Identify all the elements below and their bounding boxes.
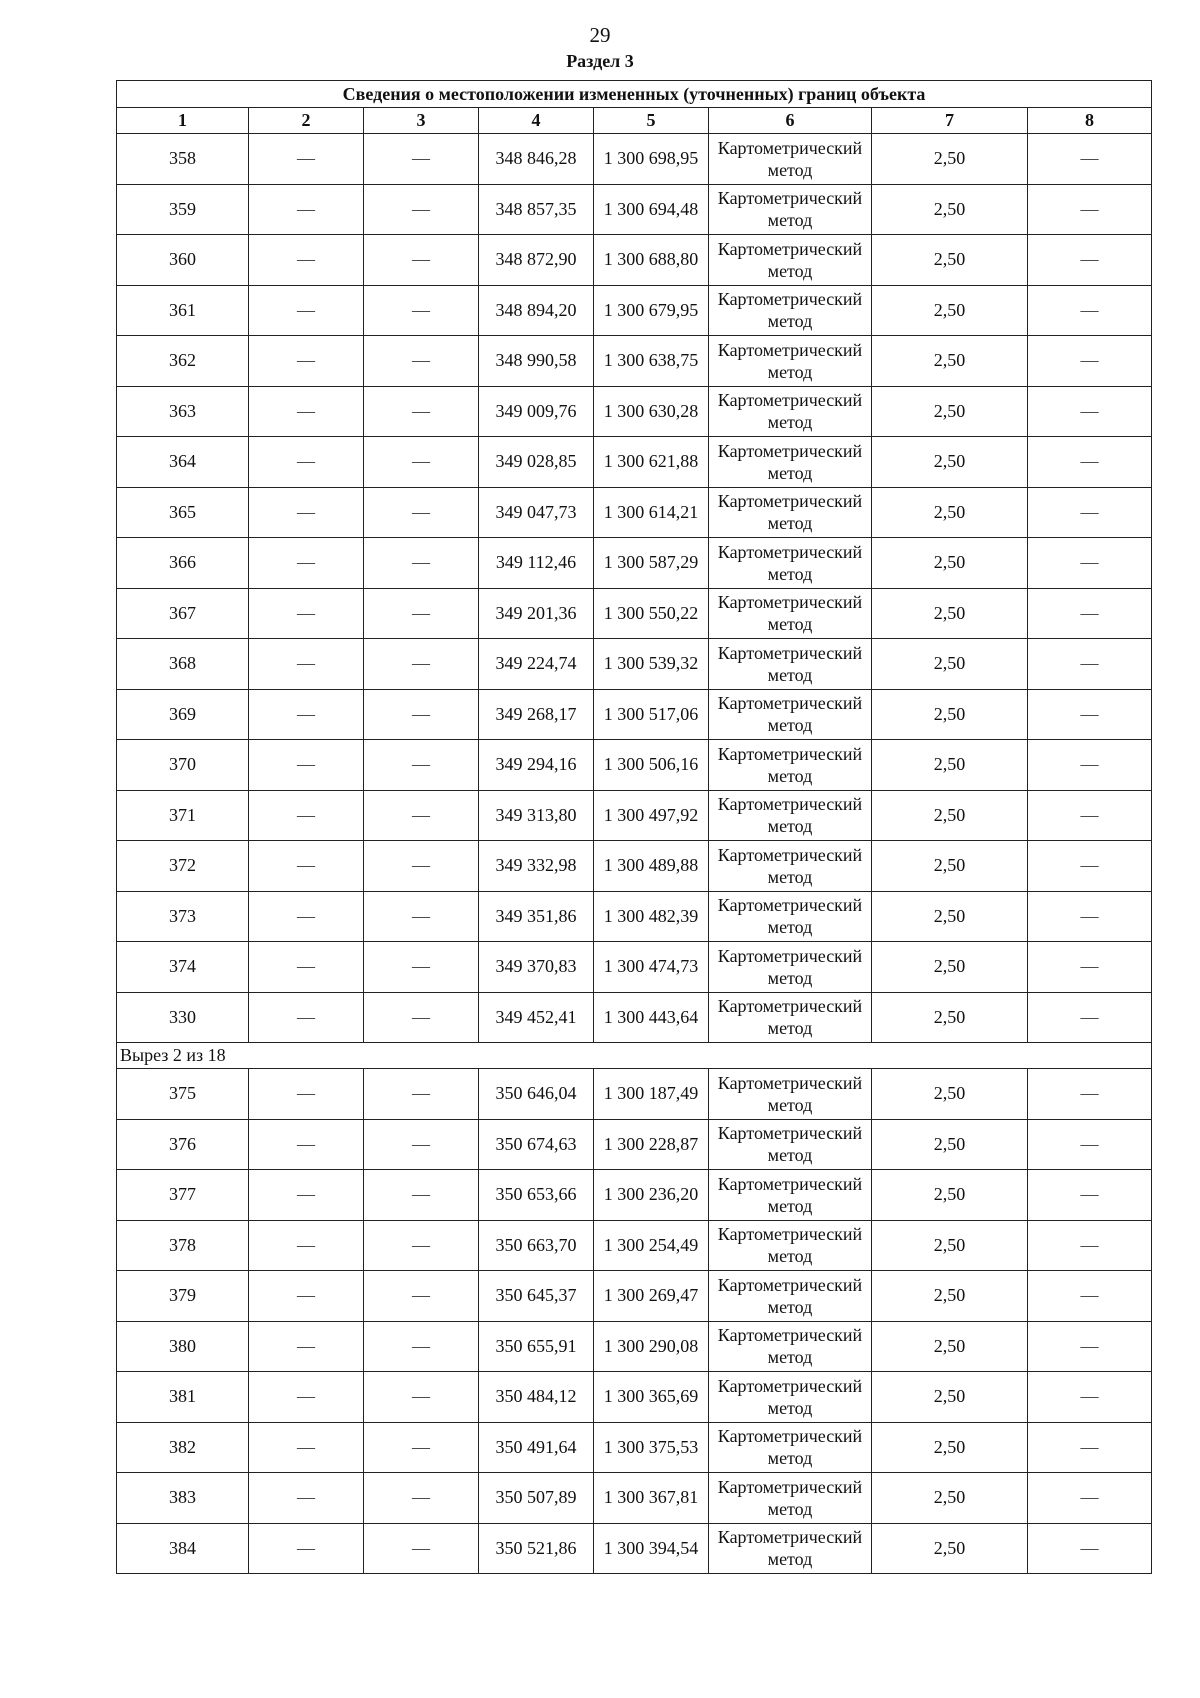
col-8-cell: — bbox=[1028, 437, 1152, 488]
accuracy-cell: 2,50 bbox=[872, 1271, 1028, 1322]
accuracy-cell: 2,50 bbox=[872, 1220, 1028, 1271]
table-row bbox=[117, 1220, 1152, 1271]
point-number: 376 bbox=[117, 1119, 249, 1170]
col-3-cell: — bbox=[364, 942, 479, 993]
accuracy-cell: 2,50 bbox=[872, 1422, 1028, 1473]
y-coordinate: 1 300 621,88 bbox=[594, 437, 709, 488]
x-coordinate: 350 491,64 bbox=[479, 1422, 594, 1473]
accuracy-cell: 2,50 bbox=[872, 235, 1028, 286]
method-cell: Картометрический метод bbox=[709, 1422, 872, 1473]
point-number: 361 bbox=[117, 285, 249, 336]
col-3-cell: — bbox=[364, 1523, 479, 1574]
point-number: 375 bbox=[117, 1069, 249, 1120]
method-cell: Картометрический метод bbox=[709, 790, 872, 841]
col-2-cell: — bbox=[249, 588, 364, 639]
accuracy-cell: 2,50 bbox=[872, 841, 1028, 892]
point-number: 373 bbox=[117, 891, 249, 942]
table-row bbox=[117, 1372, 1152, 1423]
point-number: 330 bbox=[117, 992, 249, 1043]
column-number: 6 bbox=[709, 108, 872, 134]
method-cell: Картометрический метод bbox=[709, 487, 872, 538]
x-coordinate: 349 268,17 bbox=[479, 689, 594, 740]
col-2-cell: — bbox=[249, 437, 364, 488]
table-row bbox=[117, 942, 1152, 993]
col-3-cell: — bbox=[364, 689, 479, 740]
y-coordinate: 1 300 367,81 bbox=[594, 1473, 709, 1524]
col-3-cell: — bbox=[364, 538, 479, 589]
x-coordinate: 349 112,46 bbox=[479, 538, 594, 589]
point-number: 379 bbox=[117, 1271, 249, 1322]
col-3-cell: — bbox=[364, 740, 479, 791]
accuracy-cell: 2,50 bbox=[872, 639, 1028, 690]
y-coordinate: 1 300 254,49 bbox=[594, 1220, 709, 1271]
table-body-group-2 bbox=[117, 1069, 1152, 1574]
table-row bbox=[117, 1473, 1152, 1524]
table-row bbox=[117, 1271, 1152, 1322]
method-cell: Картометрический метод bbox=[709, 1321, 872, 1372]
column-number: 7 bbox=[872, 108, 1028, 134]
table-row bbox=[117, 184, 1152, 235]
method-cell: Картометрический метод bbox=[709, 1372, 872, 1423]
method-cell: Картометрический метод bbox=[709, 235, 872, 286]
col-8-cell: — bbox=[1028, 1119, 1152, 1170]
col-3-cell: — bbox=[364, 487, 479, 538]
col-3-cell: — bbox=[364, 386, 479, 437]
col-2-cell: — bbox=[249, 992, 364, 1043]
col-3-cell: — bbox=[364, 1069, 479, 1120]
col-8-cell: — bbox=[1028, 1523, 1152, 1574]
y-coordinate: 1 300 497,92 bbox=[594, 790, 709, 841]
point-number: 365 bbox=[117, 487, 249, 538]
y-coordinate: 1 300 679,95 bbox=[594, 285, 709, 336]
col-8-cell: — bbox=[1028, 841, 1152, 892]
col-2-cell: — bbox=[249, 1271, 364, 1322]
col-8-cell: — bbox=[1028, 992, 1152, 1043]
method-cell: Картометрический метод bbox=[709, 285, 872, 336]
col-2-cell: — bbox=[249, 1069, 364, 1120]
x-coordinate: 349 313,80 bbox=[479, 790, 594, 841]
method-cell: Картометрический метод bbox=[709, 992, 872, 1043]
accuracy-cell: 2,50 bbox=[872, 891, 1028, 942]
method-cell: Картометрический метод bbox=[709, 1220, 872, 1271]
y-coordinate: 1 300 365,69 bbox=[594, 1372, 709, 1423]
col-3-cell: — bbox=[364, 1170, 479, 1221]
accuracy-cell: 2,50 bbox=[872, 1473, 1028, 1524]
col-8-cell: — bbox=[1028, 790, 1152, 841]
column-number: 5 bbox=[594, 108, 709, 134]
point-number: 370 bbox=[117, 740, 249, 791]
col-3-cell: — bbox=[364, 437, 479, 488]
column-number-row bbox=[117, 108, 1152, 134]
table-caption-row bbox=[117, 81, 1152, 108]
accuracy-cell: 2,50 bbox=[872, 588, 1028, 639]
col-3-cell: — bbox=[364, 1321, 479, 1372]
y-coordinate: 1 300 443,64 bbox=[594, 992, 709, 1043]
method-cell: Картометрический метод bbox=[709, 386, 872, 437]
x-coordinate: 349 009,76 bbox=[479, 386, 594, 437]
col-8-cell: — bbox=[1028, 740, 1152, 791]
table-row bbox=[117, 235, 1152, 286]
table-row bbox=[117, 992, 1152, 1043]
col-3-cell: — bbox=[364, 336, 479, 387]
col-3-cell: — bbox=[364, 1473, 479, 1524]
method-cell: Картометрический метод bbox=[709, 437, 872, 488]
column-number: 3 bbox=[364, 108, 479, 134]
y-coordinate: 1 300 517,06 bbox=[594, 689, 709, 740]
table-row bbox=[117, 285, 1152, 336]
col-2-cell: — bbox=[249, 689, 364, 740]
y-coordinate: 1 300 236,20 bbox=[594, 1170, 709, 1221]
accuracy-cell: 2,50 bbox=[872, 1321, 1028, 1372]
col-3-cell: — bbox=[364, 639, 479, 690]
col-3-cell: — bbox=[364, 1372, 479, 1423]
table-row bbox=[117, 740, 1152, 791]
col-2-cell: — bbox=[249, 1372, 364, 1423]
method-cell: Картометрический метод bbox=[709, 1271, 872, 1322]
col-8-cell: — bbox=[1028, 891, 1152, 942]
col-2-cell: — bbox=[249, 134, 364, 185]
point-number: 360 bbox=[117, 235, 249, 286]
col-2-cell: — bbox=[249, 184, 364, 235]
table-row bbox=[117, 790, 1152, 841]
x-coordinate: 350 484,12 bbox=[479, 1372, 594, 1423]
y-coordinate: 1 300 638,75 bbox=[594, 336, 709, 387]
table-row bbox=[117, 841, 1152, 892]
method-cell: Картометрический метод bbox=[709, 336, 872, 387]
col-3-cell: — bbox=[364, 235, 479, 286]
col-3-cell: — bbox=[364, 184, 479, 235]
x-coordinate: 348 894,20 bbox=[479, 285, 594, 336]
col-8-cell: — bbox=[1028, 1069, 1152, 1120]
col-8-cell: — bbox=[1028, 639, 1152, 690]
table-row bbox=[117, 639, 1152, 690]
col-2-cell: — bbox=[249, 285, 364, 336]
boundary-coordinates-table bbox=[116, 80, 1152, 1574]
x-coordinate: 350 646,04 bbox=[479, 1069, 594, 1120]
y-coordinate: 1 300 290,08 bbox=[594, 1321, 709, 1372]
point-number: 374 bbox=[117, 942, 249, 993]
point-number: 363 bbox=[117, 386, 249, 437]
col-2-cell: — bbox=[249, 235, 364, 286]
table-row bbox=[117, 386, 1152, 437]
x-coordinate: 350 645,37 bbox=[479, 1271, 594, 1322]
col-3-cell: — bbox=[364, 285, 479, 336]
table-row bbox=[117, 1069, 1152, 1120]
point-number: 367 bbox=[117, 588, 249, 639]
col-8-cell: — bbox=[1028, 689, 1152, 740]
col-2-cell: — bbox=[249, 1321, 364, 1372]
col-8-cell: — bbox=[1028, 588, 1152, 639]
accuracy-cell: 2,50 bbox=[872, 790, 1028, 841]
method-cell: Картометрический метод bbox=[709, 1119, 872, 1170]
point-number: 366 bbox=[117, 538, 249, 589]
y-coordinate: 1 300 489,88 bbox=[594, 841, 709, 892]
y-coordinate: 1 300 614,21 bbox=[594, 487, 709, 538]
method-cell: Картометрический метод bbox=[709, 942, 872, 993]
col-2-cell: — bbox=[249, 386, 364, 437]
y-coordinate: 1 300 550,22 bbox=[594, 588, 709, 639]
col-8-cell: — bbox=[1028, 235, 1152, 286]
x-coordinate: 349 028,85 bbox=[479, 437, 594, 488]
table-body-group-1 bbox=[117, 134, 1152, 1043]
x-coordinate: 348 857,35 bbox=[479, 184, 594, 235]
column-number: 4 bbox=[479, 108, 594, 134]
col-2-cell: — bbox=[249, 841, 364, 892]
table-row bbox=[117, 1422, 1152, 1473]
point-number: 384 bbox=[117, 1523, 249, 1574]
accuracy-cell: 2,50 bbox=[872, 1523, 1028, 1574]
method-cell: Картометрический метод bbox=[709, 639, 872, 690]
method-cell: Картометрический метод bbox=[709, 1069, 872, 1120]
column-number: 1 bbox=[117, 108, 249, 134]
table-row bbox=[117, 134, 1152, 185]
accuracy-cell: 2,50 bbox=[872, 386, 1028, 437]
y-coordinate: 1 300 698,95 bbox=[594, 134, 709, 185]
section-note-row bbox=[117, 1043, 1152, 1069]
x-coordinate: 350 663,70 bbox=[479, 1220, 594, 1271]
accuracy-cell: 2,50 bbox=[872, 689, 1028, 740]
y-coordinate: 1 300 187,49 bbox=[594, 1069, 709, 1120]
x-coordinate: 349 294,16 bbox=[479, 740, 594, 791]
x-coordinate: 350 521,86 bbox=[479, 1523, 594, 1574]
y-coordinate: 1 300 694,48 bbox=[594, 184, 709, 235]
col-8-cell: — bbox=[1028, 1473, 1152, 1524]
col-2-cell: — bbox=[249, 1220, 364, 1271]
col-8-cell: — bbox=[1028, 134, 1152, 185]
col-3-cell: — bbox=[364, 1119, 479, 1170]
accuracy-cell: 2,50 bbox=[872, 740, 1028, 791]
table-row bbox=[117, 487, 1152, 538]
col-3-cell: — bbox=[364, 992, 479, 1043]
table-row bbox=[117, 689, 1152, 740]
accuracy-cell: 2,50 bbox=[872, 437, 1028, 488]
y-coordinate: 1 300 269,47 bbox=[594, 1271, 709, 1322]
accuracy-cell: 2,50 bbox=[872, 336, 1028, 387]
method-cell: Картометрический метод bbox=[709, 841, 872, 892]
point-number: 372 bbox=[117, 841, 249, 892]
col-8-cell: — bbox=[1028, 487, 1152, 538]
point-number: 381 bbox=[117, 1372, 249, 1423]
x-coordinate: 348 846,28 bbox=[479, 134, 594, 185]
col-8-cell: — bbox=[1028, 336, 1152, 387]
point-number: 362 bbox=[117, 336, 249, 387]
point-number: 359 bbox=[117, 184, 249, 235]
y-coordinate: 1 300 482,39 bbox=[594, 891, 709, 942]
y-coordinate: 1 300 630,28 bbox=[594, 386, 709, 437]
point-number: 378 bbox=[117, 1220, 249, 1271]
point-number: 358 bbox=[117, 134, 249, 185]
col-2-cell: — bbox=[249, 790, 364, 841]
point-number: 382 bbox=[117, 1422, 249, 1473]
method-cell: Картометрический метод bbox=[709, 689, 872, 740]
y-coordinate: 1 300 539,32 bbox=[594, 639, 709, 690]
col-3-cell: — bbox=[364, 1422, 479, 1473]
y-coordinate: 1 300 375,53 bbox=[594, 1422, 709, 1473]
method-cell: Картометрический метод bbox=[709, 538, 872, 589]
accuracy-cell: 2,50 bbox=[872, 992, 1028, 1043]
point-number: 380 bbox=[117, 1321, 249, 1372]
table-row bbox=[117, 891, 1152, 942]
x-coordinate: 350 653,66 bbox=[479, 1170, 594, 1221]
accuracy-cell: 2,50 bbox=[872, 1119, 1028, 1170]
accuracy-cell: 2,50 bbox=[872, 285, 1028, 336]
col-2-cell: — bbox=[249, 740, 364, 791]
accuracy-cell: 2,50 bbox=[872, 134, 1028, 185]
col-2-cell: — bbox=[249, 336, 364, 387]
col-8-cell: — bbox=[1028, 184, 1152, 235]
table-row bbox=[117, 437, 1152, 488]
col-3-cell: — bbox=[364, 588, 479, 639]
col-8-cell: — bbox=[1028, 386, 1152, 437]
col-8-cell: — bbox=[1028, 1321, 1152, 1372]
col-3-cell: — bbox=[364, 1271, 479, 1322]
x-coordinate: 350 507,89 bbox=[479, 1473, 594, 1524]
point-number: 371 bbox=[117, 790, 249, 841]
col-8-cell: — bbox=[1028, 1422, 1152, 1473]
table-row bbox=[117, 538, 1152, 589]
col-3-cell: — bbox=[364, 1220, 479, 1271]
x-coordinate: 349 201,36 bbox=[479, 588, 594, 639]
method-cell: Картометрический метод bbox=[709, 740, 872, 791]
col-2-cell: — bbox=[249, 1523, 364, 1574]
x-coordinate: 349 224,74 bbox=[479, 639, 594, 690]
col-8-cell: — bbox=[1028, 1271, 1152, 1322]
y-coordinate: 1 300 587,29 bbox=[594, 538, 709, 589]
accuracy-cell: 2,50 bbox=[872, 942, 1028, 993]
col-2-cell: — bbox=[249, 487, 364, 538]
method-cell: Картометрический метод bbox=[709, 184, 872, 235]
section-title: Раздел 3 bbox=[566, 51, 634, 71]
table-row bbox=[117, 1170, 1152, 1221]
col-2-cell: — bbox=[249, 1422, 364, 1473]
col-8-cell: — bbox=[1028, 1372, 1152, 1423]
point-number: 377 bbox=[117, 1170, 249, 1221]
col-3-cell: — bbox=[364, 790, 479, 841]
col-2-cell: — bbox=[249, 1170, 364, 1221]
accuracy-cell: 2,50 bbox=[872, 1069, 1028, 1120]
y-coordinate: 1 300 688,80 bbox=[594, 235, 709, 286]
x-coordinate: 349 047,73 bbox=[479, 487, 594, 538]
y-coordinate: 1 300 394,54 bbox=[594, 1523, 709, 1574]
col-3-cell: — bbox=[364, 891, 479, 942]
col-2-cell: — bbox=[249, 891, 364, 942]
col-2-cell: — bbox=[249, 538, 364, 589]
x-coordinate: 348 990,58 bbox=[479, 336, 594, 387]
accuracy-cell: 2,50 bbox=[872, 1170, 1028, 1221]
section-note: Вырез 2 из 18 bbox=[117, 1043, 1152, 1069]
table-row bbox=[117, 1523, 1152, 1574]
accuracy-cell: 2,50 bbox=[872, 184, 1028, 235]
x-coordinate: 350 674,63 bbox=[479, 1119, 594, 1170]
method-cell: Картометрический метод bbox=[709, 891, 872, 942]
col-2-cell: — bbox=[249, 1119, 364, 1170]
method-cell: Картометрический метод bbox=[709, 134, 872, 185]
accuracy-cell: 2,50 bbox=[872, 487, 1028, 538]
x-coordinate: 349 332,98 bbox=[479, 841, 594, 892]
point-number: 364 bbox=[117, 437, 249, 488]
page-number: 29 bbox=[589, 23, 611, 47]
col-2-cell: — bbox=[249, 639, 364, 690]
table-row bbox=[117, 1321, 1152, 1372]
table-row bbox=[117, 336, 1152, 387]
table-row bbox=[117, 588, 1152, 639]
method-cell: Картометрический метод bbox=[709, 1170, 872, 1221]
point-number: 369 bbox=[117, 689, 249, 740]
col-8-cell: — bbox=[1028, 285, 1152, 336]
point-number: 383 bbox=[117, 1473, 249, 1524]
x-coordinate: 348 872,90 bbox=[479, 235, 594, 286]
method-cell: Картометрический метод bbox=[709, 1523, 872, 1574]
accuracy-cell: 2,50 bbox=[872, 538, 1028, 589]
col-3-cell: — bbox=[364, 841, 479, 892]
col-2-cell: — bbox=[249, 942, 364, 993]
col-8-cell: — bbox=[1028, 538, 1152, 589]
col-8-cell: — bbox=[1028, 1220, 1152, 1271]
y-coordinate: 1 300 228,87 bbox=[594, 1119, 709, 1170]
method-cell: Картометрический метод bbox=[709, 588, 872, 639]
y-coordinate: 1 300 474,73 bbox=[594, 942, 709, 993]
table-caption: Сведения о местоположении измененных (уточненных) границ объекта bbox=[117, 81, 1152, 108]
table-note-body bbox=[117, 1043, 1152, 1069]
x-coordinate: 350 655,91 bbox=[479, 1321, 594, 1372]
method-cell: Картометрический метод bbox=[709, 1473, 872, 1524]
column-number: 2 bbox=[249, 108, 364, 134]
col-8-cell: — bbox=[1028, 942, 1152, 993]
table-row bbox=[117, 1119, 1152, 1170]
col-8-cell: — bbox=[1028, 1170, 1152, 1221]
x-coordinate: 349 452,41 bbox=[479, 992, 594, 1043]
y-coordinate: 1 300 506,16 bbox=[594, 740, 709, 791]
x-coordinate: 349 370,83 bbox=[479, 942, 594, 993]
accuracy-cell: 2,50 bbox=[872, 1372, 1028, 1423]
col-3-cell: — bbox=[364, 134, 479, 185]
column-number: 8 bbox=[1028, 108, 1152, 134]
point-number: 368 bbox=[117, 639, 249, 690]
col-2-cell: — bbox=[249, 1473, 364, 1524]
x-coordinate: 349 351,86 bbox=[479, 891, 594, 942]
